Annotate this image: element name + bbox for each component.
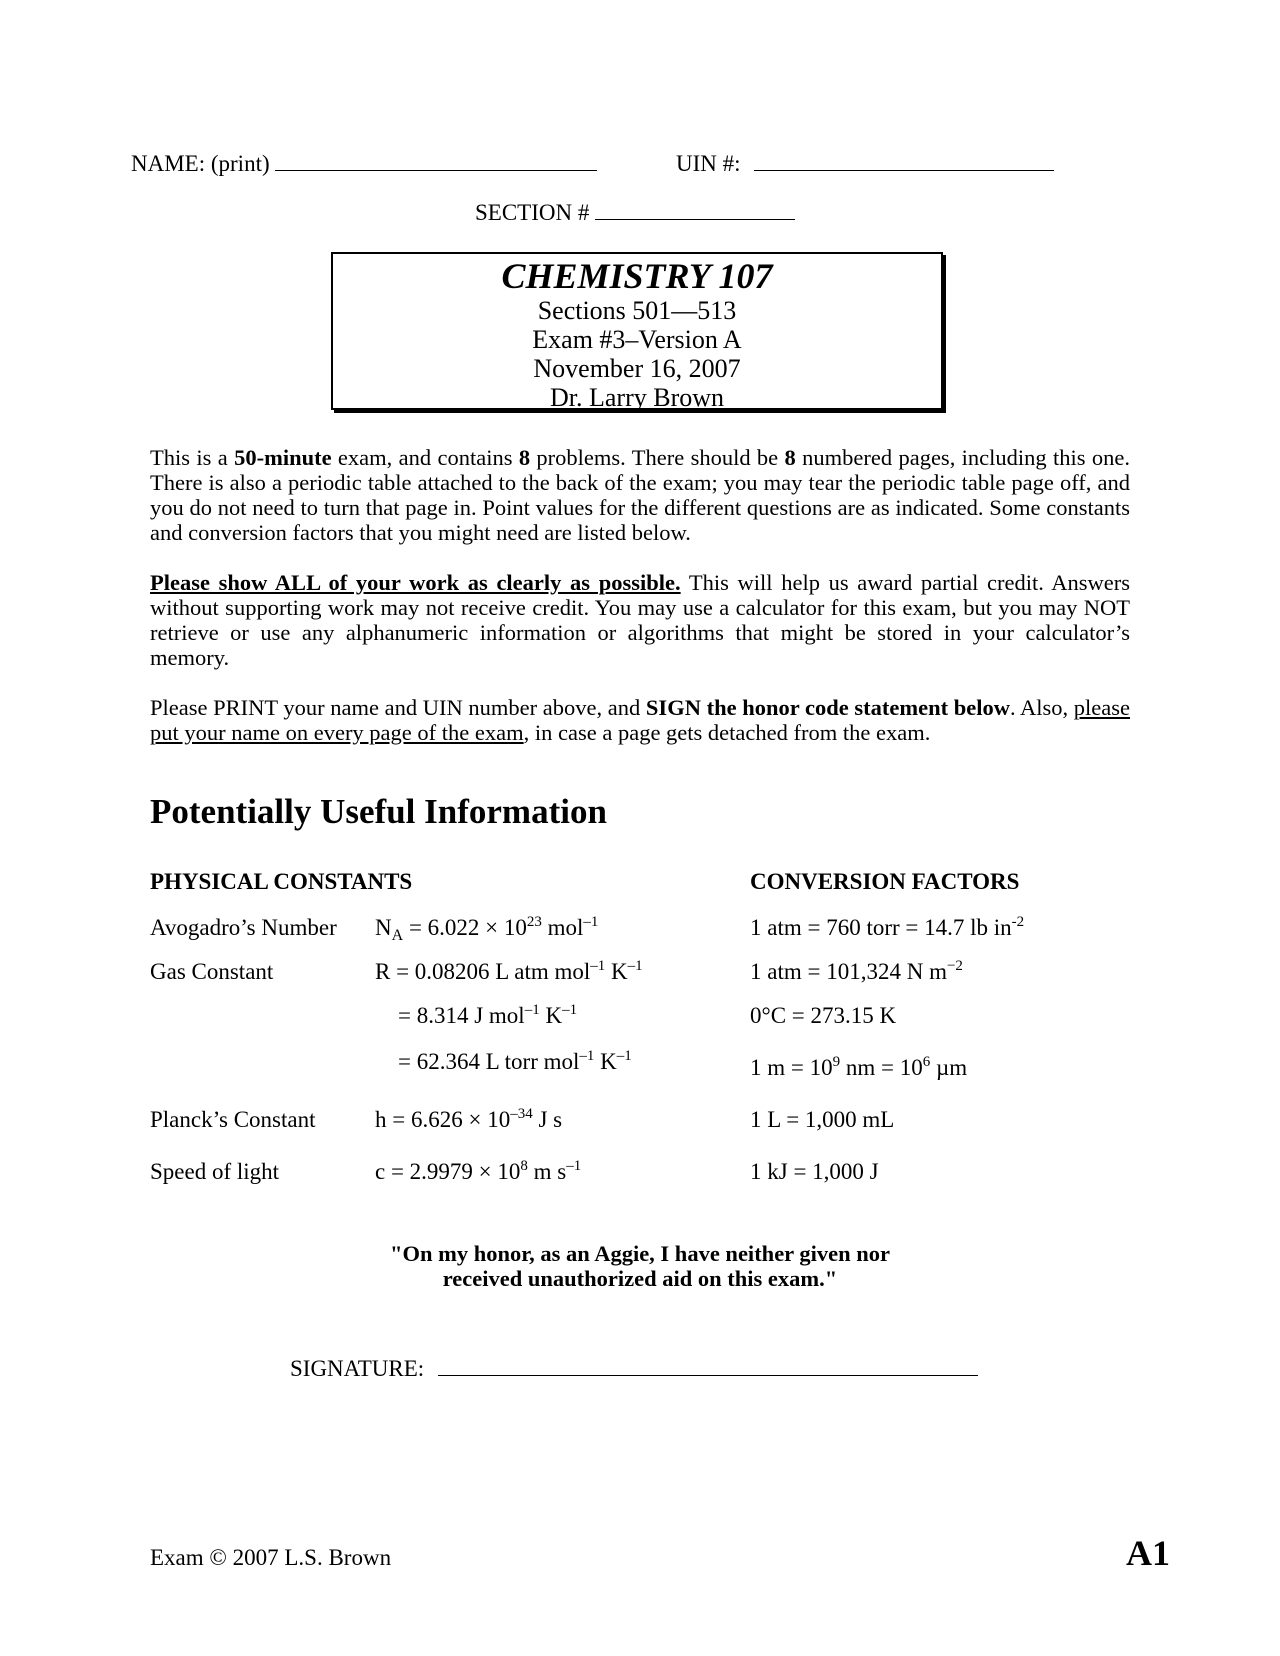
constants-heading: PHYSICAL CONSTANTS bbox=[150, 869, 413, 894]
gas-constant-value-3: = 62.364 L torr mol$^{-1}$ $K^{-1}$ bbox=[398, 1048, 632, 1074]
uin-field[interactable] bbox=[676, 148, 1054, 177]
conversion-liter: 1 L = 1,000 mL bbox=[750, 1107, 895, 1132]
section-blank[interactable] bbox=[595, 197, 795, 220]
name-field[interactable] bbox=[131, 148, 597, 177]
conversion-atm-torr: 1 atm = 760 torr = 14.7 lb $in^{-2}$ bbox=[750, 914, 1025, 940]
exam-version-line: Exam #3–Version A bbox=[532, 325, 742, 354]
avogadro-label: Avogadro’s Number bbox=[150, 915, 337, 940]
section-label: SECTION # bbox=[475, 200, 590, 225]
sections-line: Sections 501—513 bbox=[537, 296, 737, 325]
show-work-instruction: Please show ALL of your work as clearly as possible. bbox=[150, 570, 681, 595]
gas-constant-label: Gas Constant bbox=[150, 959, 274, 984]
conversions-heading: CONVERSION FACTORS bbox=[750, 869, 1020, 894]
planck-value: $h = 6.626 \times 10^{-34}$ J s bbox=[375, 1106, 563, 1132]
name-blank[interactable] bbox=[275, 148, 597, 171]
course-title: CHEMISTRY 107 bbox=[501, 256, 773, 296]
conversion-atm-newton: 1 atm = 101,324 N $m^{-2}$ bbox=[750, 958, 963, 984]
conversion-meter: 1 $m = 10^9$ nm = $10^6$ µm bbox=[750, 1054, 968, 1080]
instructor-line: Dr. Larry Brown bbox=[549, 383, 724, 412]
honor-code-statement: "On my honor, as an Aggie, I have neither given nor received unauthorized aid on this exam." bbox=[389, 1241, 891, 1291]
signature-field[interactable] bbox=[290, 1353, 978, 1382]
name-label: NAME: (print) bbox=[131, 151, 270, 176]
intro-paragraph-2: Please show ALL of your work as clearly as possible. This will help us award partial credit. Answers without supporting work may not receive credit. You may use a calculator for this exam, but you may NOT retrieve or use any alphanumeric information or algorithms that might be stored in your calculator’s memory. bbox=[150, 570, 1130, 670]
speed-of-light-value: $c = 2.9979 \times 10^8$ m $s^{-1}$ bbox=[375, 1158, 582, 1184]
signature-label: SIGNATURE: bbox=[290, 1356, 425, 1381]
exam-date-line: November 16, 2007 bbox=[533, 354, 741, 383]
uin-blank[interactable] bbox=[754, 148, 1054, 171]
conversion-kilojoule: 1 kJ = 1,000 J bbox=[750, 1159, 879, 1184]
gas-constant-value-1: R = 0.08206 L atm mol$^{-1}$ $K^{-1}$ bbox=[375, 958, 643, 984]
section-field[interactable] bbox=[475, 197, 795, 226]
avogadro-value: $N_A = 6.022 \times 10^{23}$ mol$^{-1}$ bbox=[375, 914, 599, 944]
exam-title-box bbox=[331, 252, 943, 410]
page-number: A1 bbox=[1126, 1533, 1170, 1573]
intro-paragraph-3: Please PRINT your name and UIN number above, and SIGN the honor code statement below. Also, please put your name on every page of the exam, in case a page gets detached from the exam. bbox=[150, 695, 1131, 745]
intro-paragraph-1: This is a 50-minute exam, and contains 8 problems. There should be 8 numbered pages, including this one. There is also a periodic table attached to the back of the exam; you may tear the periodic table page off, and you do not need to turn that page in. Point values for the different questions are as indicated. Some constants and conversion factors that you might need are listed below. bbox=[150, 445, 1130, 545]
signature-blank[interactable] bbox=[438, 1353, 978, 1376]
planck-label: Planck’s Constant bbox=[150, 1107, 316, 1132]
footer-copyright: Exam © 2007 L.S. Brown bbox=[150, 1545, 392, 1570]
uin-label: UIN #: bbox=[676, 151, 741, 176]
conversion-celsius-kelvin: 0°C = 273.15 K bbox=[750, 1003, 897, 1028]
speed-of-light-label: Speed of light bbox=[150, 1159, 280, 1184]
info-heading: Potentially Useful Information bbox=[150, 792, 607, 831]
gas-constant-value-2: = 8.314 J mol$^{-1}$ $K^{-1}$ bbox=[398, 1002, 578, 1028]
